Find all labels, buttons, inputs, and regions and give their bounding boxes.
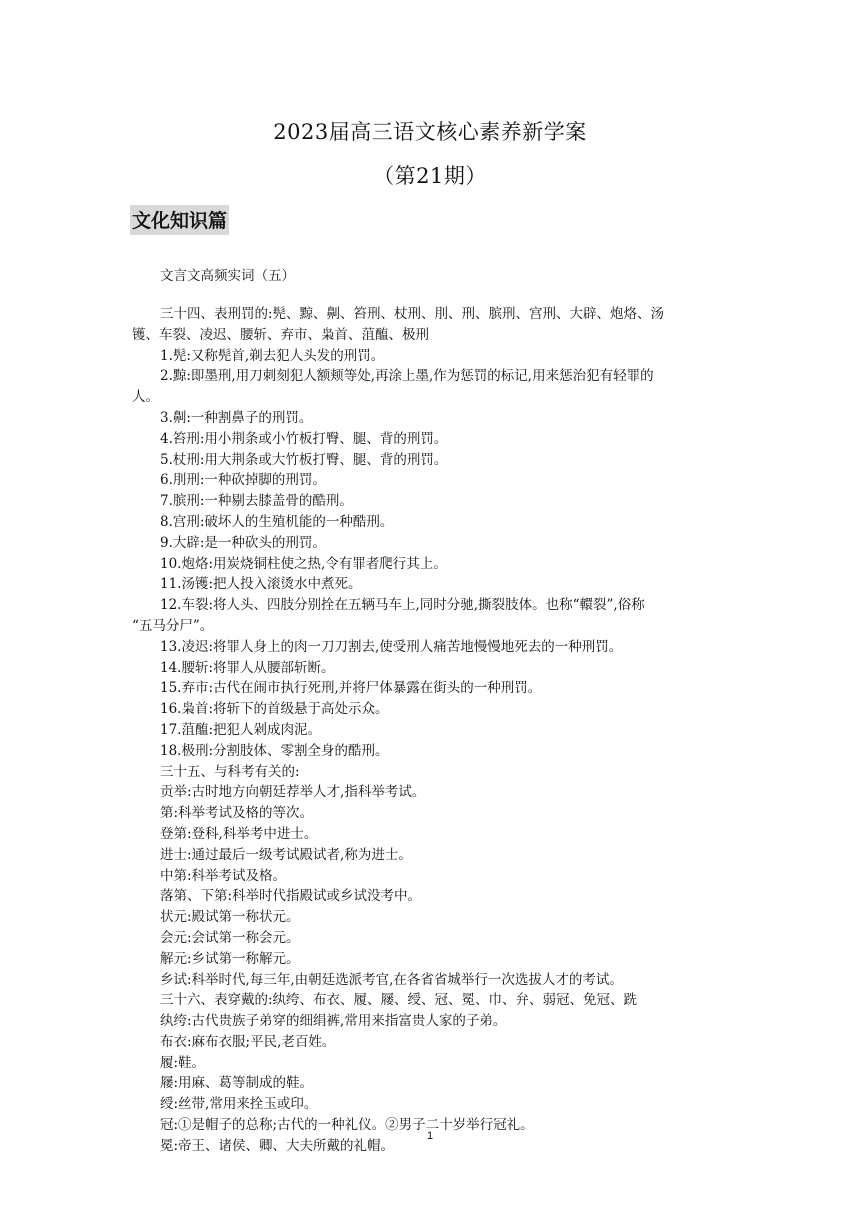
page-number: 1: [426, 1130, 434, 1142]
text-line: 中第:科举考试及格。: [160, 867, 287, 884]
text-line-cont: 人。: [132, 389, 159, 406]
section-heading: 文化知识篇: [130, 205, 229, 235]
text-line: 冕:帝王、诸侯、卿、大夫所戴的礼帽。: [160, 1137, 395, 1154]
text-line: 9.大辟:是一种砍头的刑罚。: [160, 534, 326, 551]
text-line: 7.膑刑:一种剔去膝盖骨的酷刑。: [160, 493, 353, 510]
text-line: 11.汤镬:把人投入滚烫水中煮死。: [160, 576, 362, 593]
text-line: 6.刖刑:一种砍掉脚的刑罚。: [160, 472, 326, 489]
text-line: 贡举:古时地方向朝廷荐举人才,指科举考试。: [160, 784, 426, 801]
text-line: 状元:殿试第一称状元。: [160, 909, 300, 926]
text-line: 会元:会试第一称会元。: [160, 929, 300, 946]
text-line: 第:科举考试及格的等次。: [160, 805, 314, 822]
text-line: 乡试:科举时代,每三年,由朝廷选派考官,在各省省城举行一次选拔人才的考试。: [160, 971, 623, 988]
heading-exams: 三十五、与科考有关的:: [160, 763, 300, 780]
issue-number: （第21期）: [373, 164, 487, 188]
text-line: 解元:乡试第一称解元。: [160, 950, 300, 967]
text-line: 18.极刑:分割肢体、零割全身的酷刑。: [160, 742, 389, 759]
heading-attire: 三十六、表穿戴的:纨绔、布衣、履、屦、绶、冠、冕、巾、弁、弱冠、免冠、跣: [160, 992, 638, 1009]
text-line: 4.笞刑:用小荆条或小竹板打臀、腿、背的刑罚。: [160, 430, 448, 447]
text-line: 冠:①是帽子的总称;古代的一种礼仪。②男子二十岁举行冠礼。: [160, 1117, 534, 1134]
document-title: 2023届高三语文核心素养新学案: [273, 120, 587, 144]
text-line: 5.杖刑:用大荆条或大竹板打臀、腿、背的刑罚。: [160, 451, 448, 468]
text-line: 落第、下第:科举时代指殿试或乡试没考中。: [160, 888, 422, 905]
text-line: 14.腰斩:将罪人从腰部斩断。: [160, 659, 335, 676]
text-line: 17.菹醢:把犯人剁成肉泥。: [160, 721, 322, 738]
text-line: 屦:用麻、葛等制成的鞋。: [160, 1075, 314, 1092]
heading-punishments-cont: 镬、车裂、凌迟、腰斩、弃市、枭首、菹醢、极刑: [132, 326, 429, 343]
text-line: 登第:登科,科举考中进士。: [160, 825, 318, 842]
text-line: 3.劓:一种割鼻子的刑罚。: [160, 409, 313, 426]
text-line: 16.枭首:将斩下的首级悬于高处示众。: [160, 701, 389, 718]
text-line: 12.车裂:将人头、四肢分别拴在五辆马车上,同时分驰,撕裂肢体。也称“轘裂”,俗称: [160, 597, 645, 614]
document-body: [132, 304, 730, 1157]
text-line: 布衣:麻布衣服;平民,老百姓。: [160, 1033, 336, 1050]
text-line: 履:鞋。: [160, 1054, 206, 1071]
text-line: 1.髡:又称髡首,剃去犯人头发的刑罚。: [160, 347, 385, 364]
heading-punishments: 三十四、表刑罚的:髡、黥、劓、笞刑、杖刑、刖、刑、膑刑、宫刑、大辟、炮烙、汤: [160, 306, 665, 322]
text-line-cont: “五马分尸”。: [132, 617, 214, 634]
text-line: 纨绔:古代贵族子弟穿的细绢裤,常用来指富贵人家的子弟。: [160, 1013, 507, 1030]
text-line: 15.弃市:古代在闹市执行死刑,并将尸体暴露在街头的一种刑罚。: [160, 680, 542, 697]
text-line: 13.凌迟:将罪人身上的肉一刀刀割去,使受刑人痛苦地慢慢地死去的一种刑罚。: [160, 638, 623, 655]
text-line: 10.炮烙:用炭烧铜柱使之热,令有罪者爬行其上。: [160, 555, 447, 572]
text-line: 绶:丝带,常用来拴玉或印。: [160, 1096, 318, 1113]
text-line: 进士:通过最后一级考试殿试者,称为进士。: [160, 846, 412, 863]
text-line: 2.黥:即墨刑,用刀刺刻犯人额颊等处,再涂上墨,作为惩罚的标记,用来惩治犯有轻罪的: [160, 368, 654, 385]
topic-subtitle: 文言文高频实词（五）: [160, 268, 295, 284]
text-line: 8.宫刑:破坏人的生殖机能的一种酷刑。: [160, 513, 394, 530]
